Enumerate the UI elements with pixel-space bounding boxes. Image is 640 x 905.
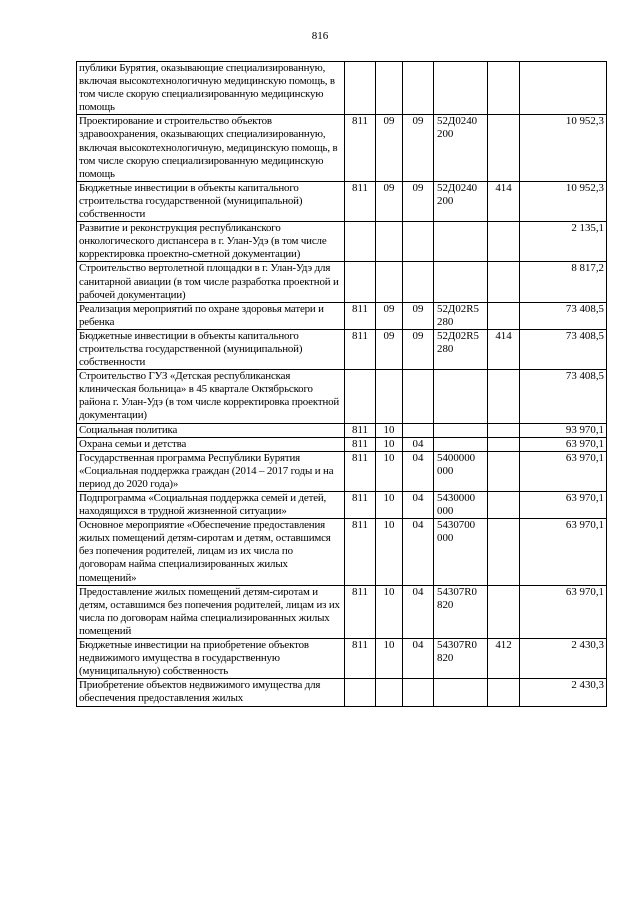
target-article-cell: 52Д0240 200 — [434, 181, 488, 221]
vr-code-cell — [488, 492, 520, 519]
row-name-cell: Бюджетные инвестиции на приобретение объектов недвижимого имущества в государственную (муниципальную) собственность — [77, 639, 345, 679]
vr-code-cell — [488, 302, 520, 329]
table-row — [77, 451, 607, 491]
rz-code-cell — [376, 370, 403, 423]
gr-code-cell: 811 — [345, 639, 376, 679]
gr-code-cell — [345, 62, 376, 115]
row-name-cell: Реализация мероприятий по охране здоровья матери и ребенка — [77, 302, 345, 329]
pr-code-cell: 04 — [403, 437, 434, 451]
gr-code-cell — [345, 370, 376, 423]
amount-cell: 93 970,1 — [520, 423, 607, 437]
table-body — [77, 62, 607, 707]
row-name-cell: Бюджетные инвестиции в объекты капитального строительства государственной (муниципальной) собственности — [77, 181, 345, 221]
vr-code-cell — [488, 423, 520, 437]
target-article-cell: 5430700 000 — [434, 519, 488, 585]
amount-cell: 10 952,3 — [520, 115, 607, 181]
target-article-cell — [434, 437, 488, 451]
pr-code-cell — [403, 423, 434, 437]
rz-code-cell — [376, 262, 403, 302]
pr-code-cell — [403, 370, 434, 423]
amount-cell: 73 408,5 — [520, 302, 607, 329]
table-row — [77, 262, 607, 302]
pr-code-cell: 09 — [403, 329, 434, 369]
target-article-cell: 52Д02R5 280 — [434, 329, 488, 369]
pr-code-cell: 04 — [403, 492, 434, 519]
amount-cell: 73 408,5 — [520, 370, 607, 423]
row-name-cell: Строительство ГУЗ «Детская республиканская клиническая больница» в 45 квартале Октябрьского района г. Улан-Удэ (в том числе корректировка проектной документации) — [77, 370, 345, 423]
table-row — [77, 423, 607, 437]
gr-code-cell: 811 — [345, 585, 376, 638]
pr-code-cell — [403, 262, 434, 302]
rz-code-cell: 10 — [376, 423, 403, 437]
rz-code-cell: 10 — [376, 451, 403, 491]
pr-code-cell: 09 — [403, 115, 434, 181]
gr-code-cell — [345, 222, 376, 262]
target-article-cell: 54307R0 820 — [434, 585, 488, 638]
row-name-cell: публики Бурятия, оказывающие специализированную, включая высокотехнологичную медицинскую помощь, в том числе скорую специализированную медицинскую помощь — [77, 62, 345, 115]
table-row — [77, 492, 607, 519]
target-article-cell: 5400000 000 — [434, 451, 488, 491]
rz-code-cell — [376, 62, 403, 115]
gr-code-cell — [345, 679, 376, 706]
vr-code-cell — [488, 370, 520, 423]
pr-code-cell: 09 — [403, 302, 434, 329]
rz-code-cell: 09 — [376, 302, 403, 329]
amount-cell: 63 970,1 — [520, 585, 607, 638]
vr-code-cell — [488, 451, 520, 491]
target-article-cell: 52Д02R5 280 — [434, 302, 488, 329]
table-row — [77, 302, 607, 329]
gr-code-cell: 811 — [345, 423, 376, 437]
table-row — [77, 115, 607, 181]
rz-code-cell: 09 — [376, 115, 403, 181]
vr-code-cell — [488, 437, 520, 451]
row-name-cell: Подпрограмма «Социальная поддержка семей и детей, находящихся в трудной жизненной ситуации» — [77, 492, 345, 519]
gr-code-cell: 811 — [345, 519, 376, 585]
table-row — [77, 585, 607, 638]
table-row — [77, 639, 607, 679]
pr-code-cell: 04 — [403, 639, 434, 679]
vr-code-cell — [488, 262, 520, 302]
amount-cell: 63 970,1 — [520, 437, 607, 451]
pr-code-cell: 04 — [403, 519, 434, 585]
row-name-cell: Бюджетные инвестиции в объекты капитального строительства государственной (муниципальной) собственности — [77, 329, 345, 369]
row-name-cell: Государственная программа Республики Бурятия «Социальная поддержка граждан (2014 – 2017 годы и на период до 2020 года)» — [77, 451, 345, 491]
table-row — [77, 181, 607, 221]
amount-cell: 2 135,1 — [520, 222, 607, 262]
amount-cell: 10 952,3 — [520, 181, 607, 221]
rz-code-cell: 10 — [376, 492, 403, 519]
gr-code-cell: 811 — [345, 181, 376, 221]
target-article-cell: 5430000 000 — [434, 492, 488, 519]
row-name-cell: Проектирование и строительство объектов здравоохранения, оказывающих специализированную, включая высокотехнологичную, медицинскую помощь, в том числе скорую специализированную медицинскую помощь — [77, 115, 345, 181]
table-row — [77, 62, 607, 115]
target-article-cell — [434, 423, 488, 437]
pr-code-cell: 04 — [403, 451, 434, 491]
table-row — [77, 329, 607, 369]
target-article-cell — [434, 679, 488, 706]
table-row — [77, 370, 607, 423]
rz-code-cell: 10 — [376, 519, 403, 585]
gr-code-cell: 811 — [345, 302, 376, 329]
rz-code-cell — [376, 679, 403, 706]
table-row — [77, 437, 607, 451]
pr-code-cell — [403, 222, 434, 262]
row-name-cell: Развитие и реконструкция республиканского онкологического диспансера в г. Улан-Удэ (в том числе корректировка проектно-сметной документации) — [77, 222, 345, 262]
budget-table — [76, 61, 607, 707]
row-name-cell: Охрана семьи и детства — [77, 437, 345, 451]
amount-cell — [520, 62, 607, 115]
gr-code-cell: 811 — [345, 329, 376, 369]
rz-code-cell: 09 — [376, 181, 403, 221]
vr-code-cell — [488, 679, 520, 706]
vr-code-cell — [488, 519, 520, 585]
row-name-cell: Строительство вертолетной площадки в г. Улан-Удэ для санитарной авиации (в том числе разработка проектной и рабочей документации) — [77, 262, 345, 302]
vr-code-cell: 414 — [488, 181, 520, 221]
vr-code-cell: 414 — [488, 329, 520, 369]
page-number: 816 — [311, 30, 329, 42]
amount-cell: 73 408,5 — [520, 329, 607, 369]
table-row — [77, 519, 607, 585]
rz-code-cell: 10 — [376, 639, 403, 679]
target-article-cell — [434, 222, 488, 262]
rz-code-cell: 09 — [376, 329, 403, 369]
pr-code-cell: 04 — [403, 585, 434, 638]
target-article-cell — [434, 370, 488, 423]
target-article-cell: 52Д0240 200 — [434, 115, 488, 181]
row-name-cell: Социальная политика — [77, 423, 345, 437]
row-name-cell: Предоставление жилых помещений детям-сиротам и детям, оставшимся без попечения родителей, лицам из их числа по договорам найма специализированных жилых помещений — [77, 585, 345, 638]
rz-code-cell: 10 — [376, 585, 403, 638]
vr-code-cell — [488, 62, 520, 115]
amount-cell: 63 970,1 — [520, 451, 607, 491]
rz-code-cell — [376, 222, 403, 262]
pr-code-cell — [403, 679, 434, 706]
gr-code-cell: 811 — [345, 492, 376, 519]
row-name-cell: Основное мероприятие «Обеспечение предоставления жилых помещений детям-сиротам и детям, оставшимся без попечения родителей, лицам из их числа по договорам найма специализированных жилых помещений» — [77, 519, 345, 585]
target-article-cell — [434, 62, 488, 115]
amount-cell: 63 970,1 — [520, 519, 607, 585]
target-article-cell: 54307R0 820 — [434, 639, 488, 679]
vr-code-cell — [488, 222, 520, 262]
amount-cell: 2 430,3 — [520, 679, 607, 706]
amount-cell: 63 970,1 — [520, 492, 607, 519]
target-article-cell — [434, 262, 488, 302]
amount-cell: 2 430,3 — [520, 639, 607, 679]
vr-code-cell: 412 — [488, 639, 520, 679]
vr-code-cell — [488, 115, 520, 181]
pr-code-cell: 09 — [403, 181, 434, 221]
gr-code-cell — [345, 262, 376, 302]
vr-code-cell — [488, 585, 520, 638]
table-row — [77, 679, 607, 706]
table-row — [77, 222, 607, 262]
rz-code-cell: 10 — [376, 437, 403, 451]
gr-code-cell: 811 — [345, 437, 376, 451]
gr-code-cell: 811 — [345, 451, 376, 491]
gr-code-cell: 811 — [345, 115, 376, 181]
row-name-cell: Приобретение объектов недвижимого имущества для обеспечения предоставления жилых — [77, 679, 345, 706]
amount-cell: 8 817,2 — [520, 262, 607, 302]
pr-code-cell — [403, 62, 434, 115]
